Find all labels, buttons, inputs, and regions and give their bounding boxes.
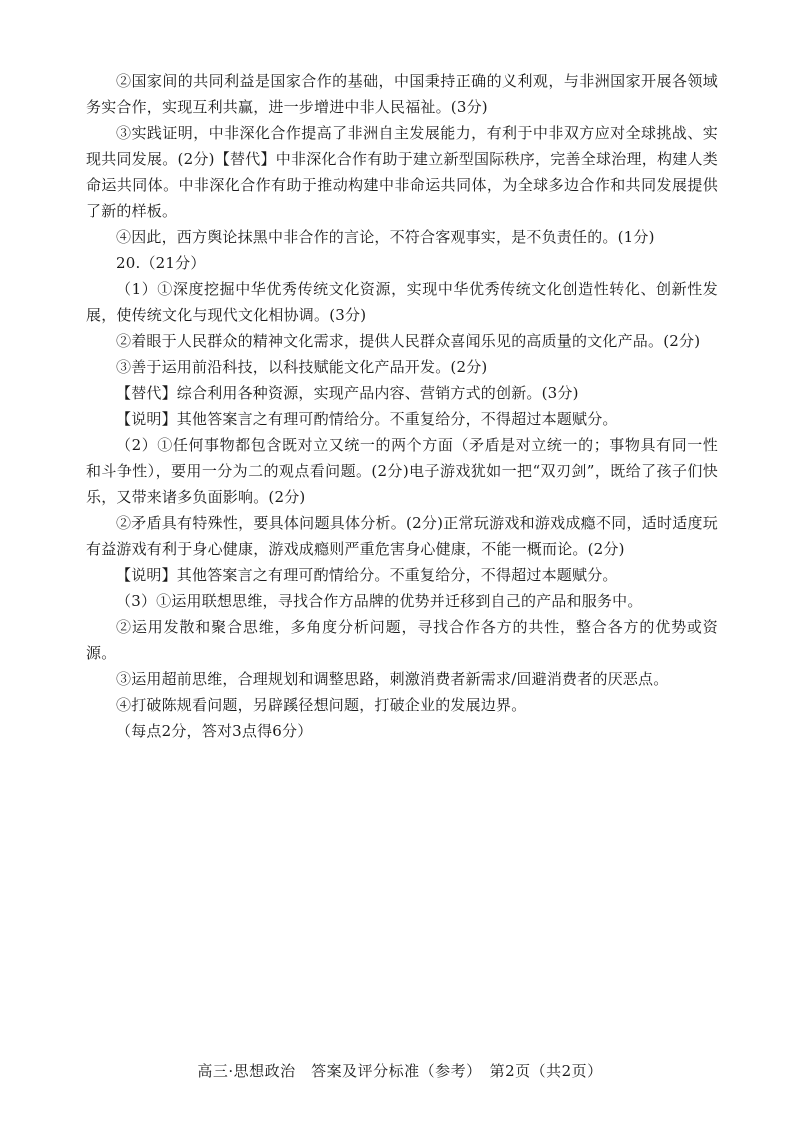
scoring-note: （每点2分，答对3点得6分） [116,722,313,740]
paragraph: ③善于运用前沿科技，以科技赋能文化产品开发。(2分) [116,358,488,376]
paragraph: ②着眼于人民群众的精神文化需求，提供人民群众喜闻乐见的高质量的文化产品。(2分) [116,332,701,350]
question-heading: 20.（21分） [116,254,206,272]
note: 【说明】其他答案言之有理可酌情给分。不重复给分，不得超过本题赋分。 [116,566,618,584]
page-footer: 高三·思想政治 答案及评分标准（参考） 第2页（共2页） [197,1062,603,1080]
paragraph: ③运用超前思维，合理规划和调整思路，刺激消费者新需求/回避消费者的厌恶点。 [116,670,669,688]
paragraph: ②国家间的共同利益是国家合作的基础，中国秉持正确的义利观，与非洲国家开展各领域务实合作，实现互利共赢，进一步增进中非人民福祉。(3分) [86,72,718,116]
paragraph: （1）①深度挖掘中华优秀传统文化资源，实现中华优秀传统文化创造性转化、创新性发展，使传统文化与现代文化相协调。(3分) [86,280,718,324]
paragraph: ③实践证明，中非深化合作提高了非洲自主发展能力，有利于中非双方应对全球挑战、实现共同发展。(2分)【替代】中非深化合作有助于建立新型国际秩序，完善全球治理，构建人类命运共同体。中非深化合作有助于推动构建中非命运共同体，为全球多边合作和共同发展提供了新的样板。 [86,124,718,220]
paragraph: ④打破陈规看问题，另辟蹊径想问题，打破企业的发展边界。 [116,696,527,714]
answer-content [86,68,718,744]
paragraph: （3）①运用联想思维，寻找合作方品牌的优势并迁移到自己的产品和服务中。 [116,592,643,610]
paragraph: （2）①任何事物都包含既对立又统一的两个方面（矛盾是对立统一的；事物具有同一性和斗争性），要用一分为二的观点看问题。(2分)电子游戏犹如一把“双刃剑”，既给了孩子们快乐，又带来诸多负面影响。(2分) [86,436,718,506]
paragraph: ②矛盾具有特殊性，要具体问题具体分析。(2分)正常玩游戏和游戏成瘾不同，适时适度玩有益游戏有利于身心健康，游戏成瘾则严重危害身心健康，不能一概而论。(2分) [86,514,718,558]
paragraph: ④因此，西方舆论抹黑中非合作的言论，不符合客观事实，是不负责任的。(1分) [116,228,655,246]
paragraph: ②运用发散和聚合思维，多角度分析问题，寻找合作各方的共性，整合各方的优势或资源。 [86,618,718,662]
paragraph: 【替代】综合利用各种资源，实现产品内容、营销方式的创新。(3分) [116,384,579,402]
note: 【说明】其他答案言之有理可酌情给分。不重复给分，不得超过本题赋分。 [116,410,618,428]
